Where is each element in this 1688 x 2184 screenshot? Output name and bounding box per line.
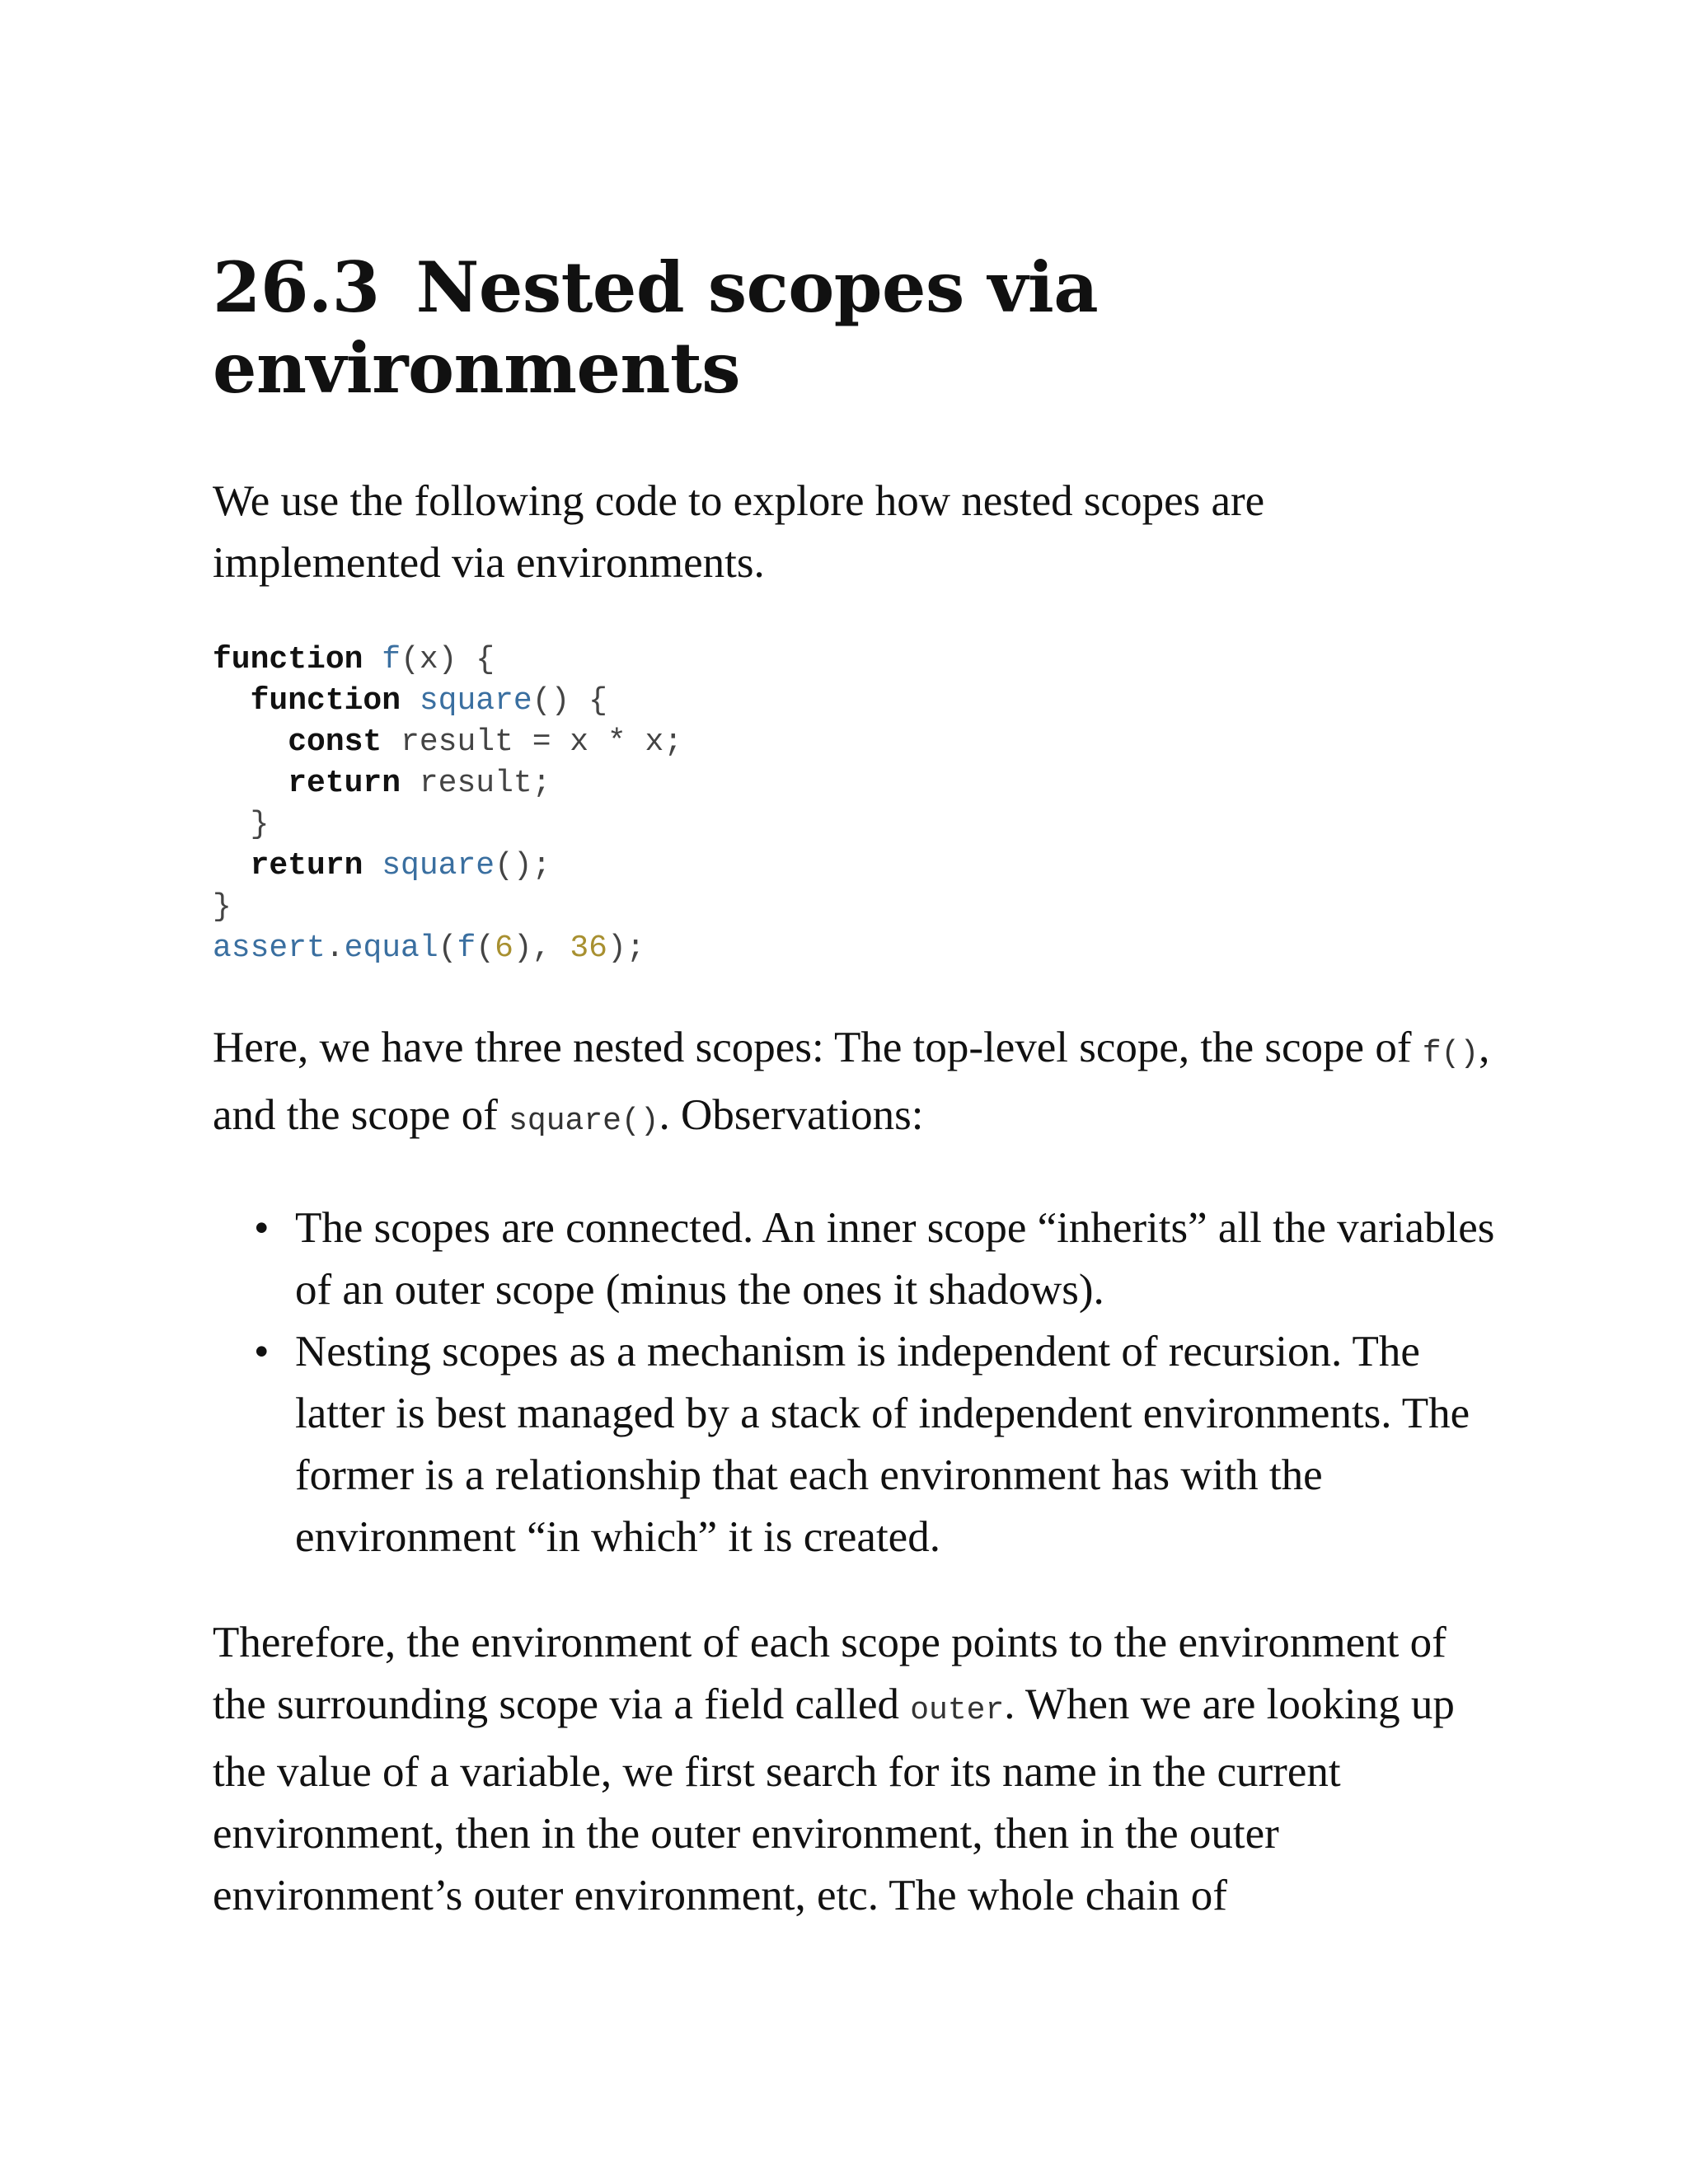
bullet-icon: • xyxy=(254,1328,270,1376)
code-keyword: return xyxy=(250,848,363,883)
code-object-name: assert xyxy=(213,930,326,966)
code-keyword: const xyxy=(288,724,382,760)
environment-chain-paragraph xyxy=(213,1612,1498,1927)
paragraph-text: Here, we have three nested scopes: The top-level scope, the scope of xyxy=(213,1024,1423,1071)
code-text: result; xyxy=(419,766,551,801)
inline-code: f() xyxy=(1422,1036,1479,1071)
page-content xyxy=(213,247,1498,1927)
paragraph-text: . When we are looking up the value of a variable, we first search for its name in the current environment, then in the outer environment, then in the outer environment’s outer environment, etc. The whole chain of xyxy=(213,1680,1455,1919)
code-text: ); xyxy=(607,930,645,966)
code-text: ( xyxy=(476,930,495,966)
code-keyword: function xyxy=(250,683,401,719)
code-block xyxy=(213,640,1498,969)
observations-list xyxy=(213,1197,1498,1568)
scopes-paragraph xyxy=(213,1017,1498,1152)
inline-code: square() xyxy=(509,1104,659,1139)
code-function-name: f xyxy=(457,930,476,966)
paragraph-text: . Observations: xyxy=(659,1091,924,1139)
list-item xyxy=(254,1321,1498,1568)
code-text: } xyxy=(250,807,270,842)
code-function-name: f xyxy=(382,642,401,677)
code-text: result = x * x; xyxy=(401,724,683,760)
inline-code: outer xyxy=(910,1693,1005,1728)
code-text: } xyxy=(213,889,232,925)
section-title-line2: environments xyxy=(213,327,741,409)
intro-paragraph: We use the following code to explore how nested scopes are implemented via environments. xyxy=(213,477,1265,587)
code-function-name: square xyxy=(419,683,532,719)
list-item-text: The scopes are connected. An inner scope “inherits” all the variables of an outer scope (minus the ones it shadows). xyxy=(295,1204,1495,1314)
code-keyword: function xyxy=(213,642,363,677)
code-text: (); xyxy=(495,848,551,883)
code-function-name: square xyxy=(382,848,495,883)
section-number: 26.3 xyxy=(213,246,380,328)
section-heading xyxy=(213,247,1498,409)
section-title-line1: Nested scopes via xyxy=(415,246,1099,328)
code-text: ), xyxy=(513,930,570,966)
paragraph-text: Therefore, the environment of each scope points to the environment of the surrounding scope via a field called xyxy=(213,1619,1447,1728)
code-text: . xyxy=(325,930,345,966)
paragraph-text: , and the scope of xyxy=(213,1024,1490,1139)
list-item xyxy=(254,1197,1498,1321)
code-text: (x) { xyxy=(401,642,495,677)
code-method-name: equal xyxy=(344,930,438,966)
code-number-literal: 6 xyxy=(495,930,513,966)
code-text: ( xyxy=(438,930,457,966)
code-number-literal: 36 xyxy=(570,930,607,966)
bullet-icon: • xyxy=(254,1204,270,1252)
code-text: () { xyxy=(532,683,607,719)
code-keyword: return xyxy=(288,766,401,801)
list-item-text: Nesting scopes as a mechanism is independent of recursion. The latter is best managed by a stack of independent environments. The former is a relationship that each environment has with the environment “in which” it is created. xyxy=(295,1328,1470,1561)
